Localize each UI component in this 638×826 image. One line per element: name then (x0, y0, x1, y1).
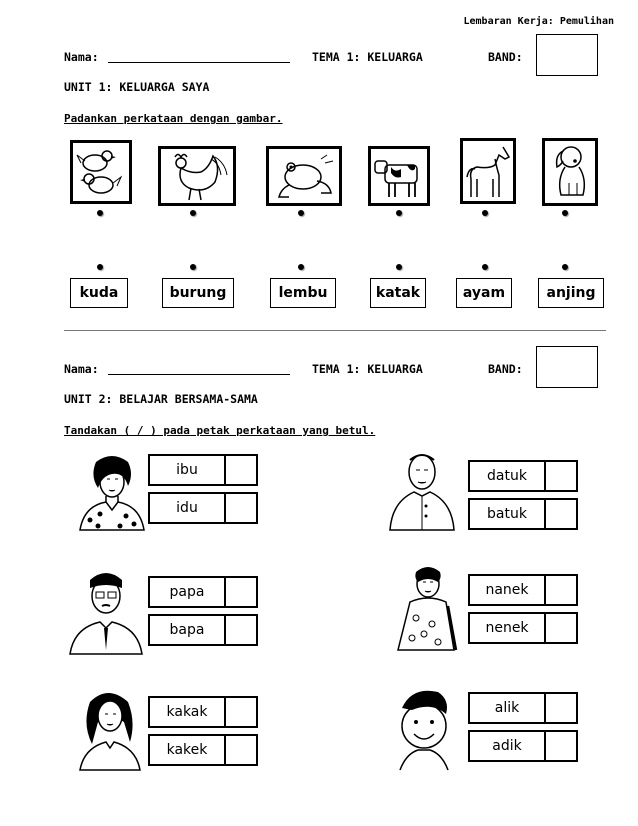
tick-box[interactable] (546, 694, 576, 722)
choice-ibu (148, 454, 258, 486)
word-box-lembu[interactable]: lembu (270, 278, 336, 308)
cow-icon (371, 149, 427, 203)
match-dot-word[interactable] (482, 264, 488, 270)
choice-word: idu (150, 494, 226, 522)
match-dot-picture[interactable] (562, 210, 568, 216)
word-box-ayam[interactable]: ayam (456, 278, 512, 308)
match-dot-word[interactable] (97, 264, 103, 270)
choice-idu (148, 492, 258, 524)
match-dot-picture[interactable] (97, 210, 103, 216)
word-box-katak[interactable]: katak (370, 278, 426, 308)
choice-kakek (148, 734, 258, 766)
choice-word: nanek (470, 576, 546, 604)
picture-dog (542, 138, 598, 206)
match-dot-picture[interactable] (482, 210, 488, 216)
band-label-2: BAND: (488, 362, 523, 376)
tick-box[interactable] (546, 576, 576, 604)
match-dot-picture[interactable] (396, 210, 402, 216)
tick-box[interactable] (226, 616, 256, 644)
section-divider (64, 330, 606, 331)
choice-word: alik (470, 694, 546, 722)
choice-papa (148, 576, 258, 608)
band-label-1: BAND: (488, 50, 523, 64)
mother-icon (76, 452, 150, 532)
picture-mother (76, 452, 150, 532)
tick-box[interactable] (546, 462, 576, 490)
picture-birds (70, 140, 132, 204)
band-box-1[interactable] (536, 34, 598, 76)
frog-icon (269, 149, 339, 203)
word-box-burung[interactable]: burung (162, 278, 234, 308)
picture-frog (266, 146, 342, 206)
picture-grandmother (390, 562, 466, 652)
choice-datuk (468, 460, 578, 492)
tick-box[interactable] (226, 456, 256, 484)
horse-icon (463, 141, 513, 201)
choice-adik (468, 730, 578, 762)
match-dot-picture[interactable] (298, 210, 304, 216)
sister-icon (72, 686, 148, 772)
theme-label-2: TEMA 1: KELUARGA (312, 362, 423, 376)
picture-brother (384, 686, 464, 772)
band-box-2[interactable] (536, 346, 598, 388)
choice-word: kakek (150, 736, 226, 764)
choice-batuk (468, 498, 578, 530)
tick-box[interactable] (546, 732, 576, 760)
word-box-kuda[interactable]: kuda (70, 278, 128, 308)
picture-cow (368, 146, 430, 206)
name-line-2[interactable] (108, 374, 290, 375)
grandfather-icon (382, 446, 462, 532)
tick-box[interactable] (226, 736, 256, 764)
word-box-anjing[interactable]: anjing (538, 278, 604, 308)
tick-box[interactable] (546, 614, 576, 642)
unit-title-2: UNIT 2: BELAJAR BERSAMA-SAMA (64, 392, 258, 406)
name-label-2: Nama: (64, 362, 99, 376)
tick-box[interactable] (546, 500, 576, 528)
match-dot-word[interactable] (190, 264, 196, 270)
theme-label-1: TEMA 1: KELUARGA (312, 50, 423, 64)
picture-grandfather (382, 446, 462, 532)
instruction-2: Tandakan ( / ) pada petak perkataan yang betul. (64, 424, 376, 437)
brother-icon (384, 686, 464, 772)
choice-word: datuk (470, 462, 546, 490)
tick-box[interactable] (226, 494, 256, 522)
tick-box[interactable] (226, 578, 256, 606)
choice-word: batuk (470, 500, 546, 528)
choice-word: papa (150, 578, 226, 606)
match-dot-word[interactable] (298, 264, 304, 270)
choice-nenek (468, 612, 578, 644)
picture-sister (72, 686, 148, 772)
rooster-icon (161, 149, 233, 203)
choice-word: bapa (150, 616, 226, 644)
grandmother-icon (390, 562, 466, 652)
name-label-1: Nama: (64, 50, 99, 64)
father-icon (66, 566, 146, 656)
choice-word: nenek (470, 614, 546, 642)
picture-rooster (158, 146, 236, 206)
picture-father (66, 566, 146, 656)
choice-nanek (468, 574, 578, 606)
instruction-1: Padankan perkataan dengan gambar. (64, 112, 283, 125)
birds-icon (73, 143, 129, 201)
choice-kakak (148, 696, 258, 728)
choice-bapa (148, 614, 258, 646)
choice-word: adik (470, 732, 546, 760)
choice-word: kakak (150, 698, 226, 726)
choice-alik (468, 692, 578, 724)
worksheet-label: Lembaran Kerja: Pemulihan (463, 16, 614, 27)
name-line-1[interactable] (108, 62, 290, 63)
unit-title-1: UNIT 1: KELUARGA SAYA (64, 80, 210, 94)
picture-horse (460, 138, 516, 204)
match-dot-word[interactable] (396, 264, 402, 270)
choice-word: ibu (150, 456, 226, 484)
dog-icon (545, 141, 595, 203)
match-dot-word[interactable] (562, 264, 568, 270)
match-dot-picture[interactable] (190, 210, 196, 216)
tick-box[interactable] (226, 698, 256, 726)
